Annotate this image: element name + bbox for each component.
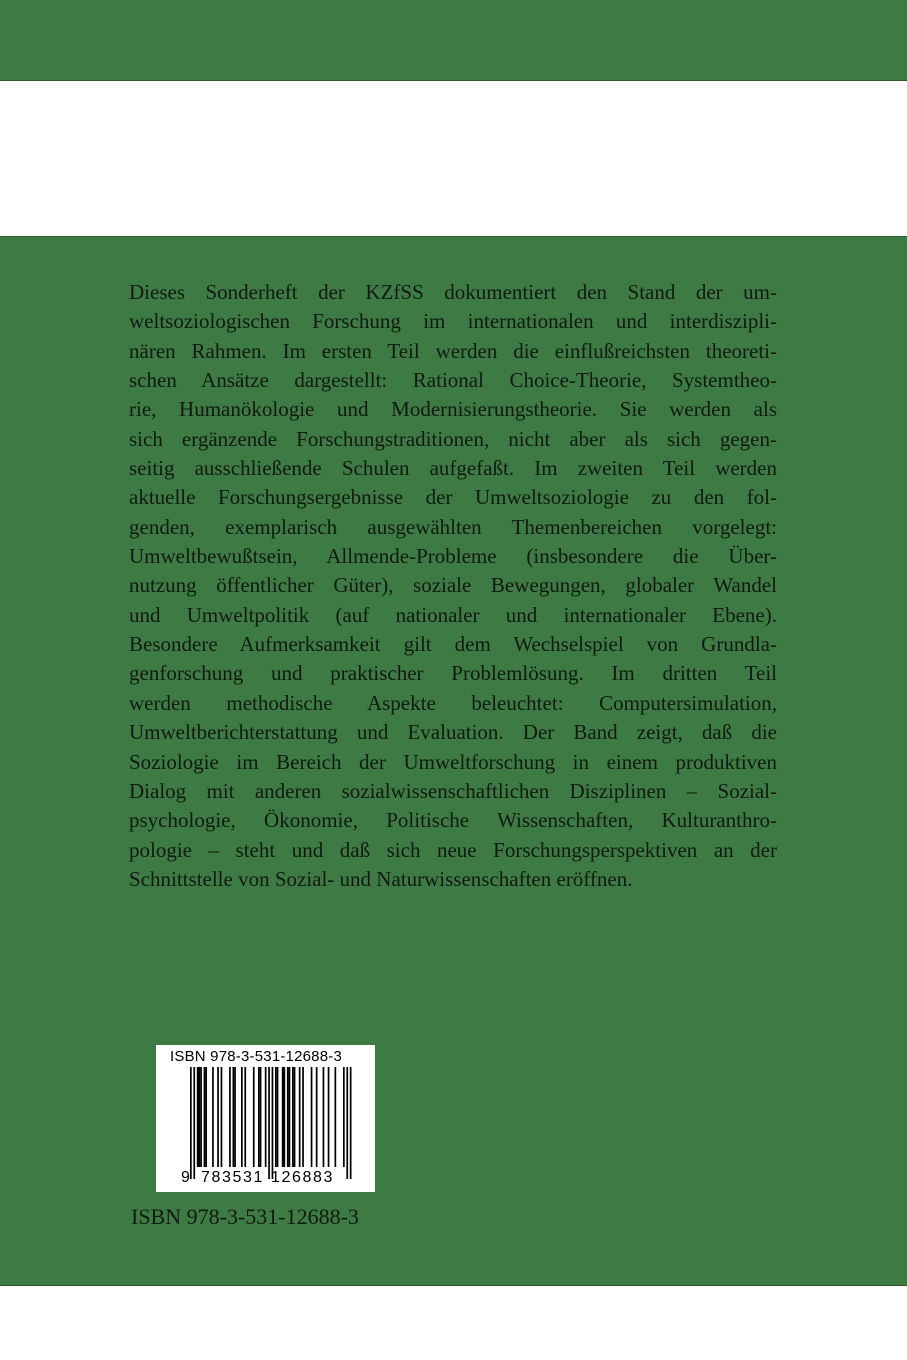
barcode-isbn-label: ISBN 978-3-531-12688-3 — [170, 1048, 343, 1065]
barcode-bar — [289, 1067, 291, 1167]
blurb-line: aktuelle Forschungsergebnisse der Umweltsoziologie zu den fol- — [129, 485, 777, 510]
blurb-line: rie, Humanökologie und Modernisierungstheorie. Sie werden als — [129, 397, 777, 422]
blurb-line: Dialog mit anderen sozialwissenschaftlichen Disziplinen – Sozial- — [129, 778, 777, 803]
barcode-bar — [287, 1067, 289, 1167]
barcode-bar — [204, 1067, 206, 1167]
blurb-line: und Umweltpolitik (auf nationaler und internationaler Ebene). — [129, 602, 777, 627]
barcode-left-digits: 783531 — [201, 1169, 264, 1186]
barcode-bar — [316, 1067, 318, 1167]
barcode-bar — [335, 1067, 337, 1167]
blurb-line: Besondere Aufmerksamkeit gilt dem Wechselspiel von Grundla- — [129, 632, 777, 657]
barcode-bar — [234, 1067, 236, 1167]
barcode-bar — [323, 1067, 325, 1167]
blurb-line: Umweltberichterstattung und Evaluation. Der Band zeigt, daß die — [129, 720, 777, 745]
barcode-bar — [282, 1067, 284, 1167]
barcode-bar — [200, 1067, 202, 1167]
blurb-line: nutzung öffentlicher Güter), soziale Bewegungen, globaler Wandel — [129, 573, 777, 598]
barcode-bar — [229, 1067, 231, 1167]
barcode-guard-bar — [346, 1067, 348, 1179]
barcode-bar — [197, 1067, 199, 1167]
barcode-bar — [302, 1067, 304, 1167]
blurb-line: Schnittstelle von Sozial- und Naturwissenschaften eröffnen. — [129, 866, 633, 891]
barcode-bar — [241, 1067, 243, 1167]
barcode-bar — [221, 1067, 223, 1167]
barcode-bar — [299, 1067, 301, 1167]
blurb-line: sich ergänzende Forschungstraditionen, nicht aber als sich gegen- — [129, 426, 777, 451]
blurb-line: psychologie, Ökonomie, Politische Wissenschaften, Kulturanthro- — [129, 808, 777, 833]
barcode-first-digit: 9 — [181, 1169, 190, 1186]
blurb-line: pologie – steht und daß sich neue Forschungsperspektiven an der — [129, 837, 777, 862]
barcode-right-digits: 126883 — [271, 1169, 334, 1186]
barcode-bar — [343, 1067, 345, 1167]
blurb-line: werden methodische Aspekte beleuchtet: Computersimulation, — [129, 690, 777, 715]
barcode-bar — [292, 1067, 294, 1167]
blurb-line: Dieses Sonderheft der KZfSS dokumentiert den Stand der um- — [129, 280, 777, 304]
barcode-bar — [275, 1067, 277, 1167]
barcode-guard-bar — [193, 1067, 195, 1179]
blurb-line: weltsoziologischen Forschung im internationalen und interdiszipli- — [129, 309, 777, 334]
barcode-bar — [244, 1067, 246, 1167]
barcode-bar — [277, 1067, 279, 1167]
barcode-bar — [199, 1067, 201, 1167]
barcode-bar — [258, 1067, 260, 1167]
barcode-bar — [253, 1067, 255, 1167]
barcode-bar — [294, 1067, 296, 1167]
blurb-line: nären Rahmen. Im ersten Teil werden die einflußreichsten theoreti- — [129, 338, 777, 363]
blurb-line: Umweltbewußtsein, Allmende-Probleme (insbesondere die Über- — [129, 544, 777, 569]
barcode-bar — [205, 1067, 207, 1167]
barcode-bar — [260, 1067, 262, 1167]
blurb-line: genden, exemplarisch ausgewählten Themenbereichen vorgelegt: — [129, 514, 777, 539]
barcode-box — [156, 1045, 375, 1192]
blurb-line: genforschung und praktischer Problemlösung. Im dritten Teil — [129, 661, 777, 686]
blurb-line: schen Ansätze dargestellt: Rational Choice-Theorie, Systemtheo- — [129, 368, 777, 393]
barcode-bar — [212, 1067, 214, 1167]
barcode-bar — [328, 1067, 330, 1167]
blurb-line: Soziologie im Bereich der Umweltforschung in einem produktiven — [129, 749, 777, 774]
barcode-guard-bar — [268, 1067, 270, 1179]
blurb-text — [129, 278, 777, 894]
barcode-guard-bar — [190, 1067, 192, 1179]
top-green-band — [0, 0, 907, 81]
barcode-bar — [217, 1067, 219, 1167]
barcode-guard-bar — [350, 1067, 352, 1179]
barcode-bar — [233, 1067, 235, 1167]
barcode-guard-bar — [272, 1067, 274, 1179]
blurb-line: seitig ausschließende Schulen aufgefaßt. Im zweiten Teil werden — [129, 456, 777, 481]
isbn-text: ISBN 978-3-531-12688-3 — [131, 1204, 359, 1229]
barcode-bar — [311, 1067, 313, 1167]
barcode-bar — [265, 1067, 267, 1167]
barcode-bar — [284, 1067, 286, 1167]
